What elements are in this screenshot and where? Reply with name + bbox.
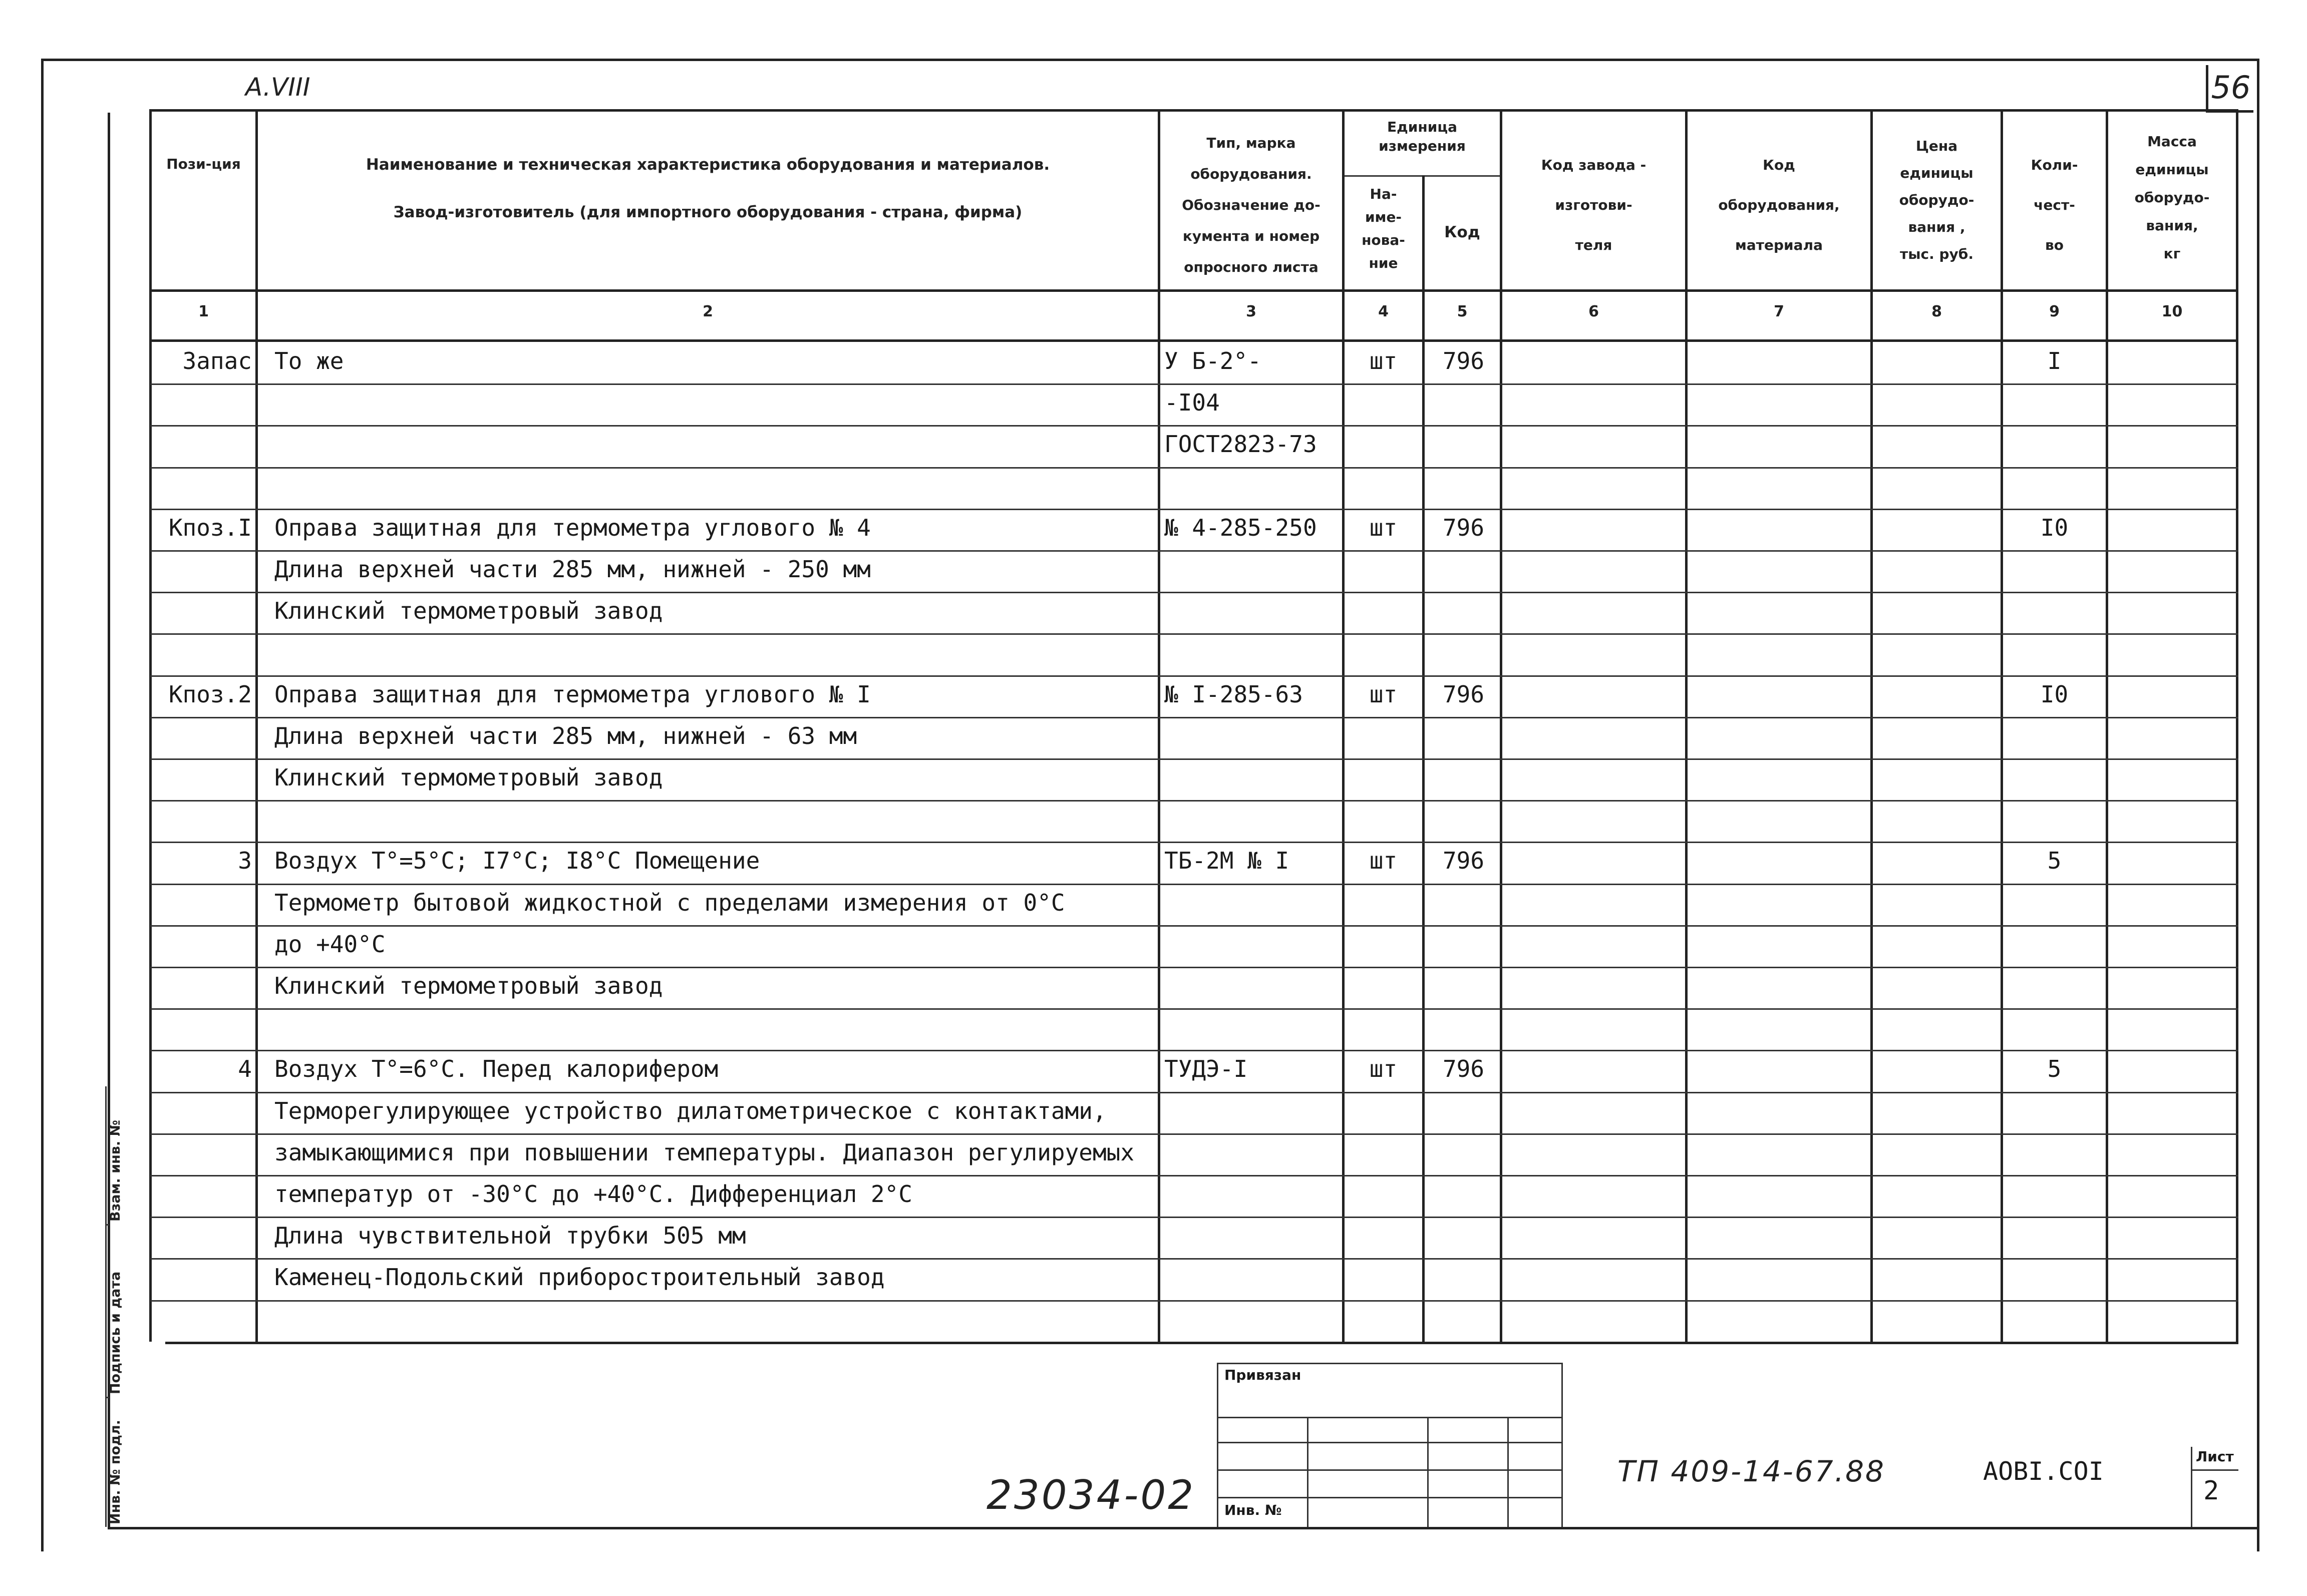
title-block-line	[1217, 1497, 1562, 1498]
cell-qty: I0	[2040, 514, 2069, 541]
title-block-vline	[1307, 1417, 1308, 1527]
header-col9-line: чест-	[2034, 197, 2075, 213]
header-col6	[1502, 145, 1685, 265]
col-line-5	[1500, 109, 1502, 1342]
title-block-vline	[1427, 1417, 1429, 1527]
sheet-box-line	[2191, 1469, 2238, 1471]
header-col4-line: име-	[1365, 209, 1402, 225]
col-line-3	[1342, 109, 1345, 1342]
cell-pos: Запас	[182, 347, 252, 374]
header-col6-line: Код завода -	[1541, 157, 1646, 173]
cell-code: 796	[1442, 680, 1485, 708]
col-line-7	[1870, 109, 1873, 1342]
title-block-line	[1217, 1363, 1562, 1364]
header-col7-line: Код	[1763, 157, 1795, 173]
column-number: 5	[1457, 303, 1468, 320]
header-col8-line: оборудо-	[1899, 192, 1974, 208]
row-separator	[150, 467, 2238, 469]
attached-label: Привязан	[1224, 1367, 1301, 1383]
cell-type: ТУДЭ-I	[1164, 1055, 1248, 1083]
row-separator	[150, 1008, 2238, 1010]
cell-qty: I0	[2040, 680, 2069, 708]
side-stamp-tick	[105, 1224, 109, 1226]
cell-unit: шт	[1369, 1055, 1398, 1083]
row-separator	[150, 1300, 2238, 1302]
cell-type: № 4-285-250	[1164, 514, 1317, 541]
header-col3-line: опросного листа	[1184, 259, 1319, 275]
col-line-0	[149, 109, 152, 1342]
header-col3-line: Тип, марка	[1206, 135, 1296, 151]
cell-code: 796	[1442, 514, 1485, 541]
title-block-vline	[1561, 1363, 1563, 1527]
header-col2-line1: Наименование и техническая характеристика оборудования и материалов.	[366, 156, 1050, 174]
cell-pos: 3	[238, 847, 252, 875]
column-number: 7	[1774, 303, 1784, 320]
corner-mark: A.VIII	[245, 73, 310, 102]
archive-number: 23034-02	[986, 1472, 1196, 1518]
row-separator	[150, 633, 2238, 635]
header-col10-line: кг	[2163, 245, 2181, 262]
col-line-1	[255, 109, 258, 1342]
title-block-vline	[1507, 1417, 1509, 1527]
header-col9-line: Коли-	[2031, 157, 2078, 173]
cell-desc: Клинский термометровый завод	[274, 972, 663, 999]
cell-desc: Воздух T°=6°C. Перед калорифером	[274, 1055, 719, 1083]
cell-desc: температур от -30°C до +40°C. Дифференциал 2°C	[274, 1180, 912, 1208]
column-number: 6	[1588, 303, 1599, 320]
header-col10-line: вания,	[2146, 217, 2198, 234]
header-col4	[1345, 183, 1422, 275]
cell-unit: шт	[1369, 514, 1398, 541]
sheet-box-line	[2191, 1447, 2192, 1527]
header-col7	[1688, 145, 1870, 265]
header-col3-line: Обозначение до-	[1182, 197, 1321, 213]
cell-type: -I04	[1164, 389, 1220, 417]
cell-type: ГОСТ2823-73	[1164, 431, 1317, 458]
table-bottom-line	[165, 1342, 2238, 1344]
header-unit-group: Единица измерения	[1379, 119, 1466, 154]
unit-subheader-line	[1342, 175, 1500, 177]
drawing-frame	[41, 59, 2259, 1551]
side-stamp-signature-label: Подпись и дата	[108, 1271, 123, 1394]
header-col4-line: На-	[1370, 186, 1397, 202]
col-line-10	[2236, 109, 2238, 1344]
header-col3-line: кумента и номер	[1182, 228, 1320, 244]
cell-type: ТБ-2М № I	[1164, 847, 1289, 875]
title-block-line	[1217, 1469, 1562, 1471]
header-col10-line: Масса	[2147, 133, 2197, 150]
title-block-line	[1217, 1442, 1562, 1443]
cell-pos: 4	[238, 1055, 252, 1083]
cell-desc: Клинский термометровый завод	[274, 764, 663, 791]
column-number: 9	[2049, 303, 2060, 320]
header-col8	[1873, 133, 2001, 268]
column-number: 4	[1378, 303, 1389, 320]
page-number-handwritten: 56	[2211, 69, 2251, 106]
cell-type: № I-285-63	[1164, 680, 1303, 708]
side-stamp-divider	[105, 1086, 107, 1527]
header-col2-line2: Завод-изготовитель (для импортного оборудования - страна, фирма)	[393, 203, 1023, 221]
header-col10	[2108, 128, 2236, 268]
cell-desc: Клинский термометровый завод	[274, 597, 663, 625]
cell-desc: Длина верхней части 285 мм, нижней - 63 мм	[274, 722, 857, 749]
cell-desc: Длина верхней части 285 мм, нижней - 250 мм	[274, 556, 871, 583]
cell-qty: 5	[2047, 1055, 2062, 1083]
cell-type: У Б-2°-	[1164, 347, 1261, 374]
sheet-number: 2	[2203, 1476, 2219, 1506]
header-col8-line: единицы	[1900, 165, 1973, 181]
header-col8-line: вания ,	[1908, 219, 1965, 235]
header-col7-line: материала	[1735, 237, 1823, 253]
header-col6-line: теля	[1575, 237, 1612, 253]
cell-code: 796	[1442, 847, 1485, 875]
header-col1: Пози-ция	[166, 156, 241, 172]
sheet-label: Лист	[2196, 1448, 2234, 1465]
cell-desc: Длина чувствительной трубки 505 мм	[274, 1222, 746, 1250]
header-col7-line: оборудования,	[1718, 197, 1840, 213]
side-stamp-replacement-label: Взам. инв. №	[108, 1119, 123, 1222]
header-col9-line: во	[2045, 237, 2064, 253]
sheet-code: АОВI.СОI	[1983, 1457, 2104, 1486]
inv-number-label: Инв. №	[1224, 1502, 1282, 1518]
side-stamp-original-inv-label: Инв. № подл.	[108, 1420, 123, 1524]
cell-unit: шт	[1369, 680, 1398, 708]
header-col4-line: ние	[1369, 255, 1398, 271]
col-line-6	[1685, 109, 1688, 1342]
header-col5: Код	[1444, 223, 1480, 241]
column-number: 8	[1931, 303, 1942, 320]
cell-unit: шт	[1369, 847, 1398, 875]
row-separator	[150, 800, 2238, 802]
project-code: ТП 409-14-67.88	[1617, 1454, 1885, 1488]
column-number: 3	[1246, 303, 1256, 320]
table-top-line	[149, 109, 2238, 112]
col-line-2	[1158, 109, 1160, 1342]
cell-code: 796	[1442, 347, 1485, 374]
header-col10-line: единицы	[2135, 161, 2209, 178]
cell-desc: Оправа защитная для термометра углового № I	[274, 680, 871, 708]
cell-pos: Кпоз.I	[168, 514, 252, 541]
col-line-9	[2106, 109, 2108, 1342]
header-col9	[2003, 145, 2106, 265]
column-number: 10	[2161, 303, 2183, 320]
header-col4-line: нова-	[1362, 232, 1405, 248]
header-col6-line: изготови-	[1555, 197, 1632, 213]
col-line-8	[2001, 109, 2003, 1342]
cell-desc: Оправа защитная для термометра углового № 4	[274, 514, 871, 541]
cell-pos: Кпоз.2	[168, 680, 252, 708]
cell-desc: Каменец-Подольский приборостроительный завод	[274, 1264, 885, 1291]
column-number: 1	[198, 303, 209, 320]
column-number: 2	[703, 303, 713, 320]
cell-desc: до +40°C	[274, 930, 386, 958]
cell-unit: шт	[1369, 347, 1398, 374]
cell-desc: Воздух T°=5°C; I7°C; I8°C Помещение	[274, 847, 760, 875]
title-block-line	[1217, 1417, 1562, 1418]
frame-bottom-line	[108, 1527, 2259, 1529]
header-col8-line: Цена	[1915, 138, 1958, 154]
cell-qty: 5	[2047, 847, 2062, 875]
cell-desc: Терморегулирующее устройство дилатометрическое с контактами,	[274, 1097, 1107, 1124]
title-block-vline	[1217, 1363, 1218, 1527]
side-stamp-tick	[105, 1397, 109, 1398]
cell-qty: I	[2047, 347, 2062, 374]
header-col3	[1160, 128, 1342, 283]
header-bottom-line	[149, 289, 2238, 292]
cell-desc: То же	[274, 347, 344, 374]
header-col8-line: тыс. руб.	[1899, 246, 1973, 262]
page-number-box	[2206, 65, 2253, 113]
header-col3-line: оборудования.	[1190, 166, 1312, 182]
cell-code: 796	[1442, 1055, 1485, 1083]
cell-desc: замыкающимися при повышении температуры. Диапазон регулируемых	[274, 1138, 1135, 1166]
header-col10-line: оборудо-	[2134, 189, 2210, 206]
cell-desc: Термометр бытовой жидкостной с пределами измерения от 0°C	[274, 889, 1065, 916]
